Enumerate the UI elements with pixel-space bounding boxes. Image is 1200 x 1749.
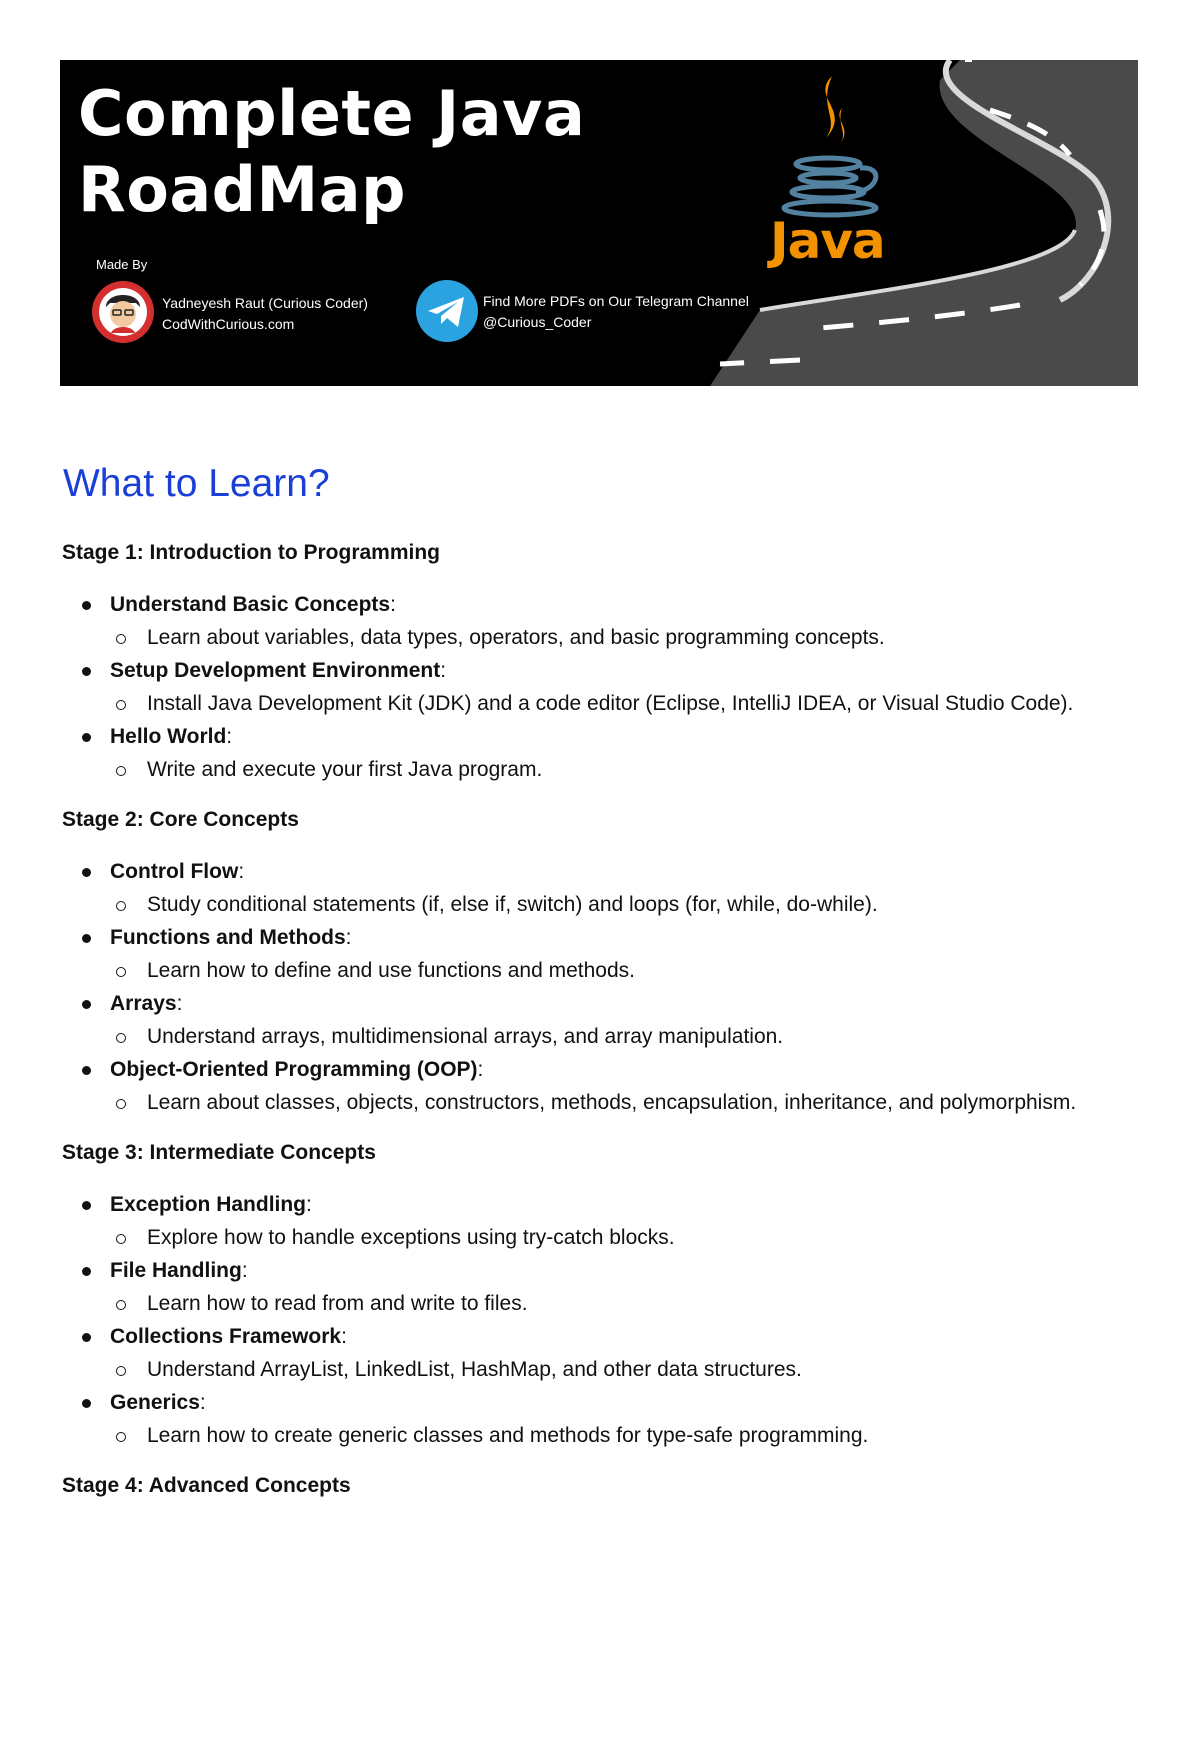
topic-title: File Handling [110, 1259, 242, 1282]
topic-item: Hello World: Write and execute your first Java program. [62, 720, 1142, 786]
topic-detail-list [110, 888, 1142, 921]
telegram-handle[interactable]: @Curious_Coder [483, 314, 592, 330]
telegram-icon[interactable] [414, 278, 480, 344]
topic-detail: Understand ArrayList, LinkedList, HashMap, and other data structures. [110, 1353, 1147, 1386]
topic-detail: Learn about classes, objects, constructors, methods, encapsulation, inheritance, and polymorphism. [110, 1086, 1147, 1119]
topic-title: Generics [110, 1391, 200, 1414]
banner-title-line1: Complete Java [78, 77, 586, 150]
topic-title: Functions and Methods [110, 926, 346, 949]
topic-detail-list [110, 687, 1142, 720]
topic-title: Understand Basic Concepts [110, 593, 391, 616]
topic-detail: Learn about variables, data types, operators, and basic programming concepts. [110, 621, 1147, 654]
topic-title: Control Flow [110, 860, 239, 883]
topic-detail: Explore how to handle exceptions using try-catch blocks. [110, 1221, 1147, 1254]
section-title: What to Learn? [63, 462, 330, 505]
topic-item: Arrays: Understand arrays, multidimensional arrays, and array manipulation. [62, 987, 1142, 1053]
topic-detail: Learn how to create generic classes and methods for type-safe programming. [110, 1419, 1147, 1452]
topic-title: Exception Handling [110, 1193, 307, 1216]
topic-item: Object-Oriented Programming (OOP): Learn about classes, objects, constructors, methods, encapsulation, inheritance, and polymorphism. [62, 1053, 1142, 1119]
topic-title: Collections Framework [110, 1325, 342, 1348]
topic-detail: Write and execute your first Java program. [110, 753, 1147, 786]
made-by-label: Made By [96, 257, 148, 272]
stages-list [62, 538, 1142, 1520]
avatar-icon [92, 281, 154, 343]
topic-detail: Install Java Development Kit (JDK) and a code editor (Eclipse, IntelliJ IDEA, or Visual Studio Code). [110, 687, 1147, 720]
topic-list [62, 1188, 1142, 1452]
author-info [162, 293, 368, 335]
topic-list [62, 855, 1142, 1119]
topic-detail-list [110, 753, 1142, 786]
topic-title: Arrays [110, 992, 177, 1015]
topic-title: Setup Development Environment [110, 659, 441, 682]
topic-item: Functions and Methods: Learn how to define and use functions and methods. [62, 921, 1142, 987]
banner-title-line2: RoadMap [78, 153, 406, 226]
stage-heading: Stage 4: Advanced Concepts [62, 1474, 351, 1497]
topic-detail-list [110, 1086, 1142, 1119]
stage-heading: Stage 3: Intermediate Concepts [62, 1141, 376, 1164]
topic-item: Collections Framework: Understand ArrayList, LinkedList, HashMap, and other data structures. [62, 1320, 1142, 1386]
topic-detail-list [110, 1353, 1142, 1386]
topic-detail: Learn how to read from and write to files. [110, 1287, 1147, 1320]
header-banner [60, 60, 1138, 386]
topic-detail-list [110, 1419, 1142, 1452]
java-wordmark: Java [770, 212, 885, 270]
topic-detail: Learn how to define and use functions and methods. [110, 954, 1147, 987]
author-site[interactable]: CodWithCurious.com [162, 316, 295, 332]
stage-heading: Stage 2: Core Concepts [62, 808, 299, 831]
topic-item: Exception Handling: Explore how to handle exceptions using try-catch blocks. [62, 1188, 1142, 1254]
topic-detail-list [110, 1020, 1142, 1053]
topic-item: Understand Basic Concepts: Learn about variables, data types, operators, and basic programming concepts. [62, 588, 1142, 654]
topic-item: File Handling: Learn how to read from and write to files. [62, 1254, 1142, 1320]
author-name: Yadneyesh Raut (Curious Coder) [162, 295, 368, 311]
topic-title: Object-Oriented Programming (OOP) [110, 1058, 478, 1081]
topic-item: Control Flow: Study conditional statements (if, else if, switch) and loops (for, while, do-while). [62, 855, 1142, 921]
stage-section [62, 1471, 1142, 1501]
topic-title: Hello World [110, 725, 227, 748]
stage-section [62, 538, 1142, 786]
topic-item: Generics: Learn how to create generic classes and methods for type-safe programming. [62, 1386, 1142, 1452]
topic-detail-list [110, 1221, 1142, 1254]
stage-section [62, 1138, 1142, 1452]
banner-title [78, 76, 718, 228]
telegram-info [483, 291, 749, 333]
topic-detail-list [110, 1287, 1142, 1320]
telegram-text: Find More PDFs on Our Telegram Channel [483, 293, 749, 309]
stage-section [62, 805, 1142, 1119]
stage-heading: Stage 1: Introduction to Programming [62, 541, 441, 564]
topic-detail-list [110, 954, 1142, 987]
topic-detail: Study conditional statements (if, else if, switch) and loops (for, while, do-while). [110, 888, 1147, 921]
topic-detail-list [110, 621, 1142, 654]
topic-detail: Understand arrays, multidimensional arrays, and array manipulation. [110, 1020, 1147, 1053]
topic-list [62, 588, 1142, 786]
topic-item: Setup Development Environment: Install Java Development Kit (JDK) and a code editor (Eclipse, IntelliJ IDEA, or Visual Studio Code). [62, 654, 1142, 720]
